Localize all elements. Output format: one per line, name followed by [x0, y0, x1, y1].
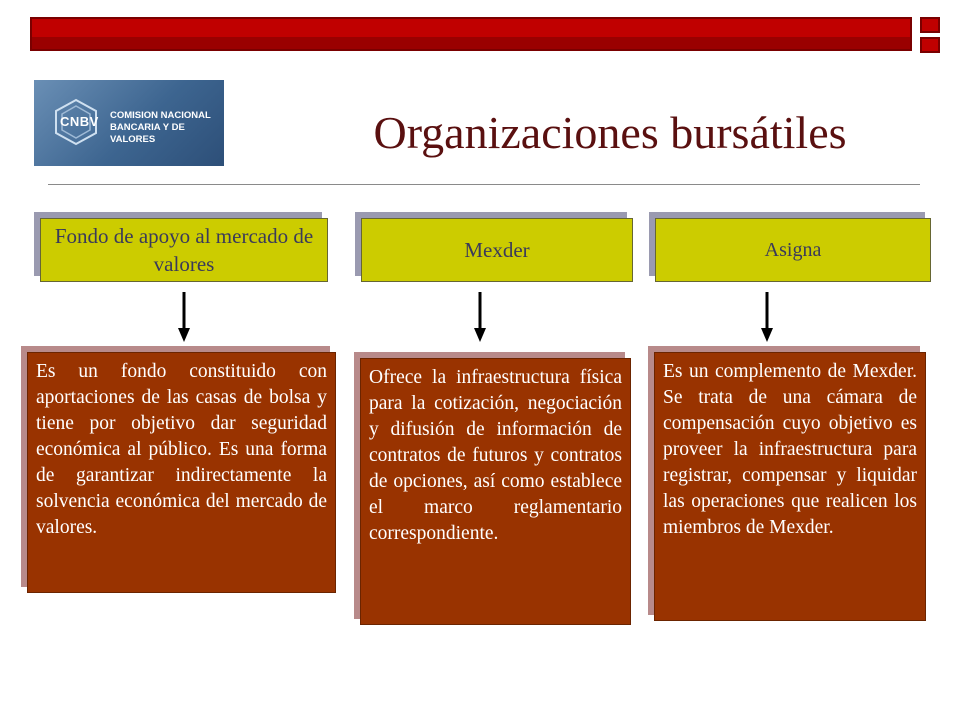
heading-fondo-apoyo: Fondo de apoyo al mercado de valores: [40, 218, 328, 282]
logo-abbreviation: CNBV: [60, 114, 99, 129]
title-divider: [48, 184, 920, 185]
down-arrow-icon: [178, 292, 190, 342]
logo-name-line1: COMISION NACIONAL: [110, 110, 211, 121]
slide-title: Organizaciones bursátiles: [373, 107, 847, 158]
heading-asigna: Asigna: [655, 218, 931, 282]
corner-square-bottom: [920, 37, 940, 53]
logo-name-line2: BANCARIA Y DE VALORES: [110, 122, 185, 145]
top-bar-shade: [32, 37, 910, 49]
corner-square-top: [920, 17, 940, 33]
logo-name: [110, 110, 224, 146]
down-arrow-icon: [474, 292, 486, 342]
description-mexder: Ofrece la infraestructura física para la cotización, negociación y difusión de información de contratos de futuros y contratos de opciones, así como establece el marco reglamentario correspondiente.: [360, 358, 631, 625]
description-fondo-apoyo: Es un fondo constituido con aportaciones de las casas de bolsa y tiene por objetivo dar seguridad económica al público. Es una forma de garantizar indirectamente la solvencia económica del mercado de valores.: [27, 352, 336, 593]
top-decorative-bar: [30, 17, 912, 51]
heading-mexder: Mexder: [361, 218, 633, 282]
description-asigna: Es un complemento de Mexder. Se trata de una cámara de compensación cuyo objetivo es proveer la infraestructura para registrar, compensar y liquidar las operaciones que realicen los miembros de Mexder.: [654, 352, 926, 621]
down-arrow-icon: [761, 292, 773, 342]
cnbv-logo: [34, 80, 224, 166]
